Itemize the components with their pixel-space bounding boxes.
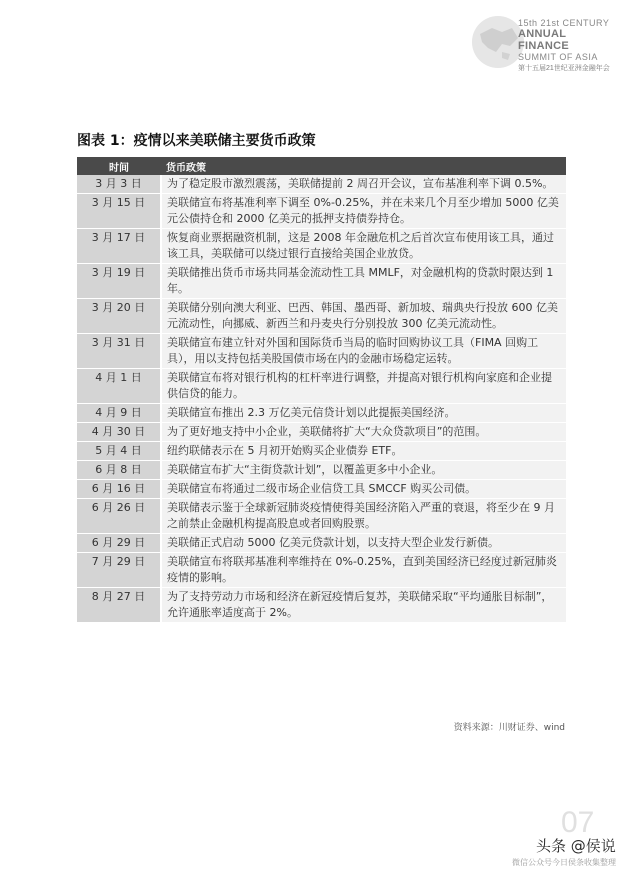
row-date: 6 月 8 日 (77, 461, 161, 480)
row-policy: 纽约联储表示在 5 月初开始购买企业债券 ETF。 (161, 442, 566, 461)
table-row (77, 423, 566, 442)
globe-icon (472, 16, 524, 68)
row-date: 3 月 19 日 (77, 264, 161, 299)
row-date: 8 月 27 日 (77, 588, 161, 623)
row-policy: 美联储宣布将通过二级市场企业信贷工具 SMCCF 购买公司债。 (161, 480, 566, 499)
table-row (77, 369, 566, 404)
row-policy: 为了稳定股市激烈震荡，美联储提前 2 周召开会议，宣布基准利率下调 0.5%。 (161, 175, 566, 194)
row-policy: 美联储推出货币市场共同基金流动性工具 MMLF，对金融机构的贷款时限达到 1 年。 (161, 264, 566, 299)
row-policy: 美联储宣布将联邦基准利率维持在 0%-0.25%，直到美国经济已经度过新冠肺炎疫情的影响。 (161, 553, 566, 588)
column-header-policy: 货币政策 (161, 157, 566, 175)
figure-title: 图表 1：疫情以来美联储主要货币政策 (77, 133, 316, 149)
summit-logo (470, 14, 620, 72)
row-policy: 恢复商业票据融资机制，这是 2008 年金融危机之后首次宣布使用该工具，通过该工具，美联储可以绕过银行直接给美国企业放贷。 (161, 229, 566, 264)
row-date: 6 月 26 日 (77, 499, 161, 534)
row-policy: 美联储正式启动 5000 亿美元贷款计划，以支持大型企业发行新债。 (161, 534, 566, 553)
table-row (77, 553, 566, 588)
row-policy: 为了支持劳动力市场和经济在新冠疫情后复苏，美联储采取“平均通胀目标制”，允许通胀率适度高于 2%。 (161, 588, 566, 623)
row-date: 6 月 16 日 (77, 480, 161, 499)
table-row (77, 499, 566, 534)
logo-line-4: 第十五届21世纪亚洲金融年会 (518, 65, 610, 72)
row-policy: 为了更好地支持中小企业，美联储将扩大“大众贷款项目”的范围。 (161, 423, 566, 442)
row-date: 4 月 30 日 (77, 423, 161, 442)
table-row (77, 299, 566, 334)
table-row (77, 461, 566, 480)
table-row (77, 229, 566, 264)
row-policy: 美联储宣布将对银行机构的杠杆率进行调整，并提高对银行机构向家庭和企业提供信贷的能力。 (161, 369, 566, 404)
row-policy: 美联储分别向澳大利亚、巴西、韩国、墨西哥、新加坡、瑞典央行投放 600 亿美元流动性，向挪威、新西兰和丹麦央行分别投放 300 亿美元流动性。 (161, 299, 566, 334)
row-policy: 美联储宣布将基准利率下调至 0%-0.25%，并在未来几个月至少增加 5000 亿美元公债持仓和 2000 亿美元的抵押支持债券持仓。 (161, 194, 566, 229)
watermark-sub: 微信公众号今日侯条收集整理 (512, 858, 616, 867)
watermark-main: 头条 @侯说 (536, 837, 616, 855)
table-row (77, 175, 566, 194)
logo-line-3: SUMMIT OF ASIA (518, 52, 598, 62)
table-row (77, 404, 566, 423)
row-date: 4 月 1 日 (77, 369, 161, 404)
table-row (77, 480, 566, 499)
table-row (77, 534, 566, 553)
row-date: 7 月 29 日 (77, 553, 161, 588)
row-date: 3 月 31 日 (77, 334, 161, 369)
table-row (77, 442, 566, 461)
table-row (77, 334, 566, 369)
column-header-date: 时间 (77, 157, 161, 175)
table-header-row (77, 157, 566, 175)
row-date: 5 月 4 日 (77, 442, 161, 461)
table-row (77, 588, 566, 623)
logo-line-2: ANNUAL FINANCE (518, 28, 569, 52)
policy-table (77, 157, 566, 623)
row-policy: 美联储宣布扩大“主街贷款计划”，以覆盖更多中小企业。 (161, 461, 566, 480)
row-date: 3 月 20 日 (77, 299, 161, 334)
row-policy: 美联储表示鉴于全球新冠肺炎疫情使得美国经济陷入严重的衰退，将至少在 9 月之前禁止金融机构提高股息或者回购股票。 (161, 499, 566, 534)
page-number: 07 (561, 806, 595, 839)
source-note: 资料来源：川财证券、wind (453, 723, 565, 733)
row-date: 4 月 9 日 (77, 404, 161, 423)
logo-text (518, 18, 620, 74)
row-policy: 美联储宣布建立针对外国和国际货币当局的临时回购协议工具（FIMA 回购工具），用以支持包括美股国债市场在内的金融市场稳定运转。 (161, 334, 566, 369)
row-date: 3 月 15 日 (77, 194, 161, 229)
logo-line-1: 15th 21st CENTURY (518, 18, 610, 28)
row-date: 3 月 3 日 (77, 175, 161, 194)
row-date: 6 月 29 日 (77, 534, 161, 553)
row-date: 3 月 17 日 (77, 229, 161, 264)
table-row (77, 264, 566, 299)
table-row (77, 194, 566, 229)
row-policy: 美联储宣布推出 2.3 万亿美元信贷计划以此提振美国经济。 (161, 404, 566, 423)
